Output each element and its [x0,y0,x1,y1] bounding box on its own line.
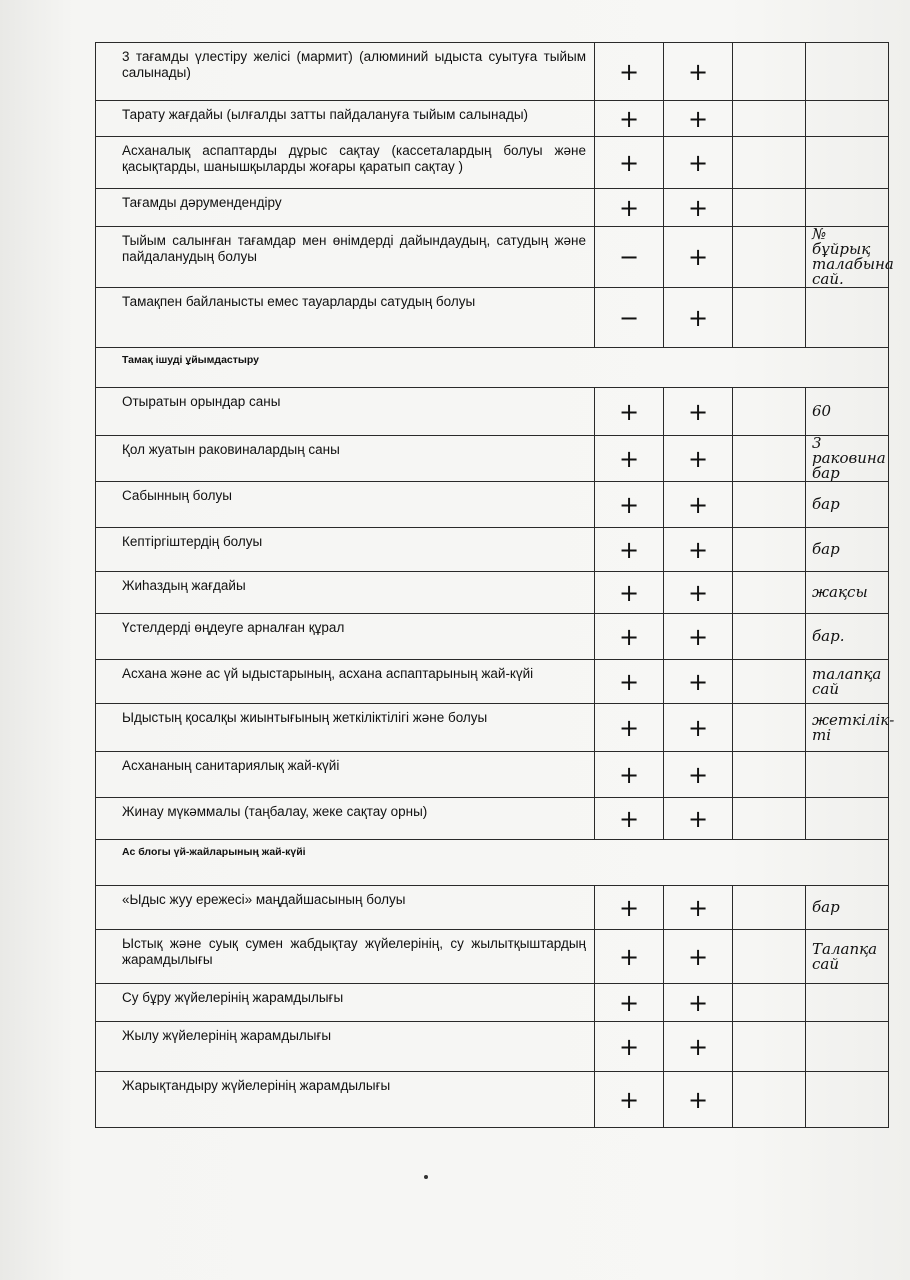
empty-cell [733,227,806,288]
mark-column-2: + [664,482,733,528]
empty-cell [733,288,806,348]
handwritten-note: 60 [806,388,889,436]
empty-cell [733,704,806,752]
empty-cell [733,886,806,930]
mark-column-2: + [664,137,733,189]
mark-column-1: + [595,189,664,227]
mark-column-1: + [595,572,664,614]
handwritten-note: бар [806,886,889,930]
mark-column-1: − [595,227,664,288]
requirement-text: Жарықтандыру жүйелерінің жарамдылығы [96,1072,595,1128]
requirement-text: Тамақпен байланысты емес тауарларды сатудың болуы [96,288,595,348]
mark-column-1: + [595,1022,664,1072]
empty-cell [733,614,806,660]
checklist-row [96,1022,889,1072]
mark-column-1: + [595,886,664,930]
mark-column-1: + [595,43,664,101]
handwritten-note [806,288,889,348]
mark-column-1: + [595,436,664,482]
handwritten-note [806,752,889,798]
requirement-text: Отыратын орындар саны [96,388,595,436]
checklist-row [96,288,889,348]
mark-column-2: + [664,572,733,614]
requirement-text: Асханалық аспаптарды дұрыс сақтау (кассеталардың болуы және қасықтарды, шанышқыларды жоғары қаратып сақтау ) [96,137,595,189]
empty-cell [733,798,806,840]
mark-column-2: + [664,388,733,436]
mark-column-2: + [664,436,733,482]
checklist-row [96,1072,889,1128]
checklist-row [96,660,889,704]
checklist-row [96,930,889,984]
mark-column-1: + [595,752,664,798]
handwritten-note [806,984,889,1022]
requirement-text: Тыйым салынған тағамдар мен өнімдерді дайындаудың, сатудың және пайдаланудың болуы [96,227,595,288]
empty-cell [733,388,806,436]
requirement-text: Тағамды дәрумендендіру [96,189,595,227]
requirement-text: Асхананың санитариялық жай-күйі [96,752,595,798]
handwritten-note: жақсы [806,572,889,614]
handwritten-note [806,101,889,137]
mark-column-1: − [595,288,664,348]
mark-column-2: + [664,1072,733,1128]
handwritten-note [806,1072,889,1128]
mark-column-2: + [664,614,733,660]
empty-cell [733,482,806,528]
section-heading: Ас блогы үй-жайларының жай-күйі [96,840,889,886]
mark-column-2: + [664,288,733,348]
requirement-text: Жиһаздың жағдайы [96,572,595,614]
mark-column-2: + [664,1022,733,1072]
empty-cell [733,660,806,704]
mark-column-2: + [664,798,733,840]
handwritten-note: № бұйрық талабына сай. [806,227,889,288]
empty-cell [733,930,806,984]
checklist-row [96,614,889,660]
mark-column-1: + [595,1072,664,1128]
section-heading: Тамақ ішуді ұйымдастыру [96,348,889,388]
requirement-text: Қол жуатын раковиналардың саны [96,436,595,482]
mark-column-1: + [595,482,664,528]
handwritten-note: бар [806,482,889,528]
checklist-row [96,436,889,482]
mark-column-2: + [664,752,733,798]
handwritten-note: жеткілік-ті [806,704,889,752]
mark-column-1: + [595,660,664,704]
mark-column-1: + [595,388,664,436]
empty-cell [733,43,806,101]
empty-cell [733,436,806,482]
handwritten-note [806,43,889,101]
requirement-text: Жылу жүйелерінің жарамдылығы [96,1022,595,1072]
section-row [96,348,889,388]
mark-column-1: + [595,614,664,660]
mark-column-2: + [664,984,733,1022]
empty-cell [733,1072,806,1128]
mark-column-2: + [664,101,733,137]
handwritten-note: Талапқа сай [806,930,889,984]
handwritten-note: бар [806,528,889,572]
checklist-row [96,886,889,930]
checklist-row [96,137,889,189]
handwritten-note: талапқа сай [806,660,889,704]
mark-column-1: + [595,984,664,1022]
mark-column-1: + [595,798,664,840]
checklist-row [96,704,889,752]
mark-column-2: + [664,189,733,227]
section-row [96,840,889,886]
checklist-row [96,984,889,1022]
mark-column-1: + [595,101,664,137]
checklist-row [96,752,889,798]
mark-column-1: + [595,930,664,984]
requirement-text: Асхана және ас үй ыдыстарының, асхана аспаптарының жай-күйі [96,660,595,704]
empty-cell [733,528,806,572]
mark-column-2: + [664,704,733,752]
mark-column-2: + [664,886,733,930]
mark-column-1: + [595,704,664,752]
empty-cell [733,189,806,227]
requirement-text: Сабынның болуы [96,482,595,528]
handwritten-note: 3 раковина бар [806,436,889,482]
empty-cell [733,101,806,137]
empty-cell [733,984,806,1022]
mark-column-1: + [595,528,664,572]
checklist-row [96,572,889,614]
requirement-text: Тарату жағдайы (ылғалды затты пайдалануға тыйым салынады) [96,101,595,137]
requirement-text: 3 тағамды үлестіру желісі (мармит) (алюминий ыдыста суытуға тыйым салынады) [96,43,595,101]
requirement-text: Жинау мүкәммалы (таңбалау, жеке сақтау орны) [96,798,595,840]
mark-column-1: + [595,137,664,189]
requirement-text: Ыстық және суық сумен жабдықтау жүйелерінің, су жылытқыштардың жарамдылығы [96,930,595,984]
handwritten-note: бар. [806,614,889,660]
empty-cell [733,752,806,798]
empty-cell [733,1022,806,1072]
requirement-text: Су бұру жүйелерінің жарамдылығы [96,984,595,1022]
requirement-text: Үстелдерді өңдеуге арналған құрал [96,614,595,660]
page-dot [424,1175,428,1179]
requirement-text: «Ыдыс жуу ережесі» маңдайшасының болуы [96,886,595,930]
requirement-text: Ыдыстың қосалқы жиынтығының жеткіліктілігі және болуы [96,704,595,752]
empty-cell [733,572,806,614]
empty-cell [733,137,806,189]
mark-column-2: + [664,43,733,101]
handwritten-note [806,1022,889,1072]
checklist-row [96,798,889,840]
checklist-row [96,388,889,436]
handwritten-note [806,137,889,189]
checklist-row [96,189,889,227]
mark-column-2: + [664,227,733,288]
mark-column-2: + [664,528,733,572]
mark-column-2: + [664,660,733,704]
handwritten-note [806,798,889,840]
checklist-row [96,482,889,528]
checklist-row [96,43,889,101]
inspection-checklist-table [95,42,895,1128]
requirement-text: Кептіргіштердің болуы [96,528,595,572]
handwritten-note [806,189,889,227]
checklist-row [96,528,889,572]
checklist-row [96,101,889,137]
checklist-row [96,227,889,288]
mark-column-2: + [664,930,733,984]
